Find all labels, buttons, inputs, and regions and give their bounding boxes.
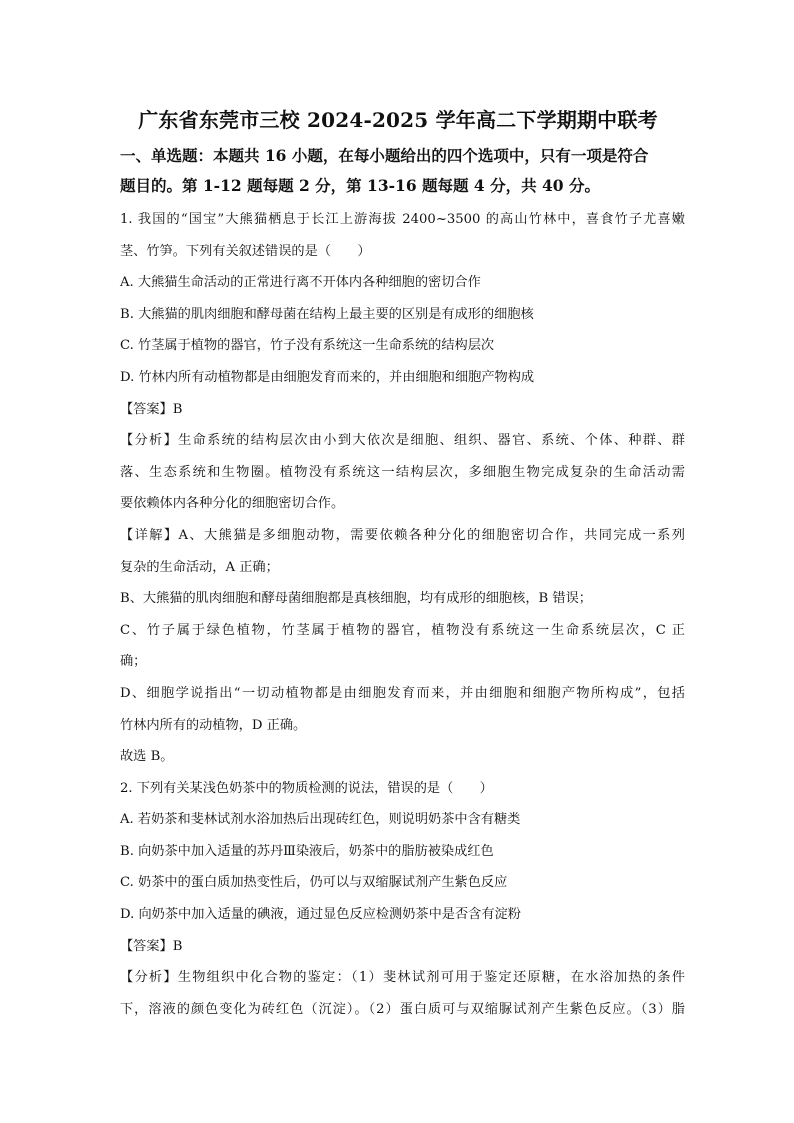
document-body xyxy=(120,204,685,1025)
text-line: 复杂的生命活动，A 正确； xyxy=(120,559,279,575)
text-line: 1. 我国的“国宝”大熊猫栖息于长江上游海拔 2400~3500 的高山竹林中，喜食竹子尤喜嫩 xyxy=(120,212,685,227)
section-heading-line-1: 一、单选题：本题共 16 小题，在每小题给出的四个选项中，只有一项是符合 xyxy=(120,146,649,165)
text-line: 【详解】A、大熊猫是多细胞动物，需要依赖各种分化的细胞密切合作，共同完成一系列 xyxy=(120,527,685,543)
section-heading-line-2: 题目的。第 1-12 题每题 2 分，第 13-16 题每题 4 分，共 40 分。 xyxy=(120,176,600,195)
text-line: 落、生态系统和生物圈。植物没有系统这一结构层次，多细胞生物完成复杂的生命活动需 xyxy=(120,464,685,480)
text-line: B、大熊猫的肌肉细胞和酵母菌细胞都是真核细胞，均有成形的细胞核，B 错误； xyxy=(120,591,592,607)
text-line: C. 竹茎属于植物的器官，竹子没有系统这一生命系统的结构层次 xyxy=(120,338,495,354)
text-line: C. 奶茶中的蛋白质加热变性后，仍可以与双缩脲试剂产生紫色反应 xyxy=(120,875,508,891)
text-line: D. 竹林内所有动植物都是由细胞发育而来的，并由细胞和细胞产物构成 xyxy=(120,369,535,385)
text-line: 下，溶液的颜色变化为砖红色（沉淀）。（2）蛋白质可与双缩脲试剂产生紫色反应。（3）脂 xyxy=(120,1001,685,1017)
text-line: A. 大熊猫生命活动的正常进行离不开体内各种细胞的密切合作 xyxy=(120,275,481,291)
text-line: 2. 下列有关某浅色奶茶中的物质检测的说法，错误的是（ ） xyxy=(120,780,493,796)
text-line: B. 向奶茶中加入适量的苏丹Ⅲ染液后，奶茶中的脂肪被染成红色 xyxy=(120,843,494,859)
text-line: A. 若奶茶和斐林试剂水浴加热后出现砖红色，则说明奶茶中含有糖类 xyxy=(120,812,521,828)
text-line: 确； xyxy=(120,654,147,670)
text-line: 茎、竹笋。下列有关叙述错误的是（ ） xyxy=(120,243,371,259)
text-line: 要依赖体内各种分化的细胞密切合作。 xyxy=(120,496,345,512)
text-line: 【分析】生命系统的结构层次由小到大依次是细胞、组织、器官、系统、个体、种群、群 xyxy=(120,433,685,449)
text-line: 【答案】B xyxy=(120,401,183,417)
text-line: D. 向奶茶中加入适量的碘液，通过显色反应检测奶茶中是否含有淀粉 xyxy=(120,907,521,923)
text-line: 竹林内所有的动植物，D 正确。 xyxy=(120,717,307,733)
text-line: B. 大熊猫的肌肉细胞和酵母菌在结构上最主要的区别是有成形的细胞核 xyxy=(120,306,534,322)
text-line: 【答案】B xyxy=(120,938,183,954)
section-heading xyxy=(120,141,680,201)
text-line: 故选 B。 xyxy=(120,749,174,765)
text-line: D、细胞学说指出“一切动植物都是由细胞发育而来，并由细胞和细胞产物所构成”，包括 xyxy=(120,685,685,701)
document-title: 广东省东莞市三校 2024-2025 学年高二下学期期中联考 xyxy=(138,108,658,132)
text-line: 【分析】生物组织中化合物的鉴定：（1）斐林试剂可用于鉴定还原糖，在水浴加热的条件 xyxy=(120,970,685,986)
text-line: C、竹子属于绿色植物，竹茎属于植物的器官，植物没有系统这一生命系统层次，C 正 xyxy=(120,622,685,638)
